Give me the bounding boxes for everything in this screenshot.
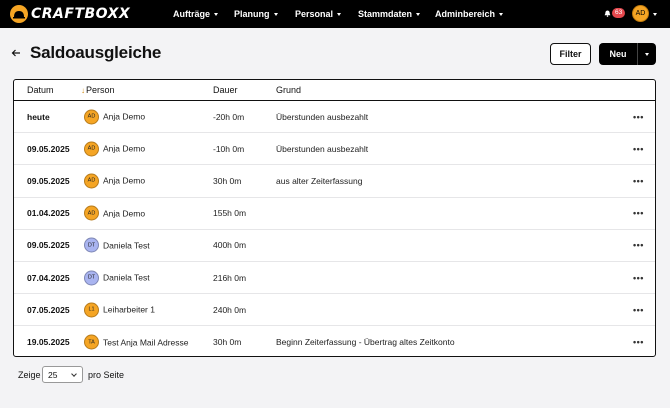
nav-item-2[interactable]: [295, 0, 341, 28]
caret-down-icon: [274, 13, 278, 16]
column-header-reason[interactable]: Grund: [276, 85, 302, 95]
person-avatar: TA: [84, 335, 99, 350]
person-name: Leiharbeiter 1: [103, 304, 155, 315]
cell-date: 09.05.2025: [27, 143, 70, 154]
filter-button[interactable]: Filter: [550, 43, 591, 65]
caret-down-icon: [499, 13, 503, 16]
bell-icon: [604, 10, 611, 17]
user-avatar[interactable]: AD: [632, 5, 649, 22]
caret-down-icon: [214, 13, 218, 16]
top-navbar: [0, 0, 670, 28]
column-header-date[interactable]: Datum: [27, 85, 54, 95]
nav-item-label: Personal: [295, 9, 334, 19]
person-name: Anja Demo: [103, 208, 146, 219]
caret-down-icon: [416, 13, 420, 16]
cell-reason: Überstunden ausbezahlt: [276, 143, 369, 154]
nav-item-label: Adminbereich: [435, 9, 496, 19]
table-row[interactable]: [14, 101, 655, 133]
cell-duration: 155h 0m: [213, 208, 247, 219]
nav-item-3[interactable]: [358, 0, 420, 28]
cell-person: [84, 173, 145, 188]
cell-reason: aus alter Zeiterfassung: [276, 175, 363, 186]
balance-adjustments-table: [13, 79, 656, 357]
cell-date: 07.05.2025: [27, 304, 70, 315]
notification-count-badge: 63: [612, 8, 625, 18]
more-options-icon[interactable]: •••: [633, 337, 644, 348]
cell-duration: 30h 0m: [213, 175, 242, 186]
person-avatar: AD: [84, 173, 99, 188]
person-avatar: AD: [84, 109, 99, 124]
cell-duration: -10h 0m: [213, 143, 245, 154]
per-page-value: 25: [48, 369, 58, 380]
more-options-icon[interactable]: •••: [633, 175, 644, 186]
more-options-icon[interactable]: •••: [633, 111, 644, 122]
per-page-select[interactable]: [42, 366, 83, 383]
column-header-duration[interactable]: Dauer: [213, 85, 238, 95]
cell-reason: Überstunden ausbezahlt: [276, 111, 369, 122]
person-name: Daniela Test: [103, 272, 150, 283]
new-button-group: [599, 43, 656, 65]
chevron-down-icon: [645, 53, 649, 56]
sort-arrow-down-icon: ↓: [81, 86, 85, 95]
table-row[interactable]: [14, 165, 655, 197]
cell-date: heute: [27, 111, 50, 122]
person-avatar: AD: [84, 206, 99, 221]
cell-person: [84, 335, 189, 350]
back-arrow-icon[interactable]: [10, 46, 22, 60]
nav-item-1[interactable]: [234, 0, 278, 28]
person-name: Daniela Test: [103, 240, 150, 251]
more-options-icon[interactable]: •••: [633, 304, 644, 315]
cell-duration: 30h 0m: [213, 337, 242, 348]
person-name: Anja Demo: [103, 143, 146, 154]
column-header-person-label: Person: [86, 85, 115, 95]
chevron-down-icon[interactable]: [653, 13, 657, 16]
cell-duration: 400h 0m: [213, 240, 247, 251]
notifications-button[interactable]: [604, 6, 625, 20]
person-avatar: DT: [84, 238, 99, 253]
person-avatar: DT: [84, 270, 99, 285]
chevron-down-icon: [71, 371, 77, 377]
nav-item-label: Aufträge: [173, 9, 211, 19]
cell-date: 19.05.2025: [27, 337, 70, 348]
page-title: Saldoausgleiche: [30, 43, 162, 62]
table-row[interactable]: [14, 326, 655, 357]
cell-reason: Beginn Zeiterfassung - Übertrag altes Zeitkonto: [276, 337, 455, 348]
column-header-person[interactable]: [81, 85, 115, 95]
cell-date: 07.04.2025: [27, 272, 70, 283]
cell-person: [84, 141, 145, 156]
person-avatar: AD: [84, 141, 99, 156]
person-avatar: L1: [84, 302, 99, 317]
more-options-icon[interactable]: •••: [633, 272, 644, 283]
table-body: [14, 101, 655, 357]
cell-duration: 240h 0m: [213, 304, 247, 315]
nav-item-label: Stammdaten: [358, 9, 413, 19]
table-row[interactable]: [14, 133, 655, 165]
more-options-icon[interactable]: •••: [633, 240, 644, 251]
new-dropdown-toggle[interactable]: [638, 53, 656, 56]
nav-item-0[interactable]: [173, 0, 218, 28]
hardhat-icon: [10, 5, 28, 23]
cell-duration: -20h 0m: [213, 111, 245, 122]
new-button[interactable]: Neu: [609, 49, 627, 59]
person-name: Anja Demo: [103, 111, 146, 122]
brand-name: CRAFTBOXX: [31, 6, 131, 22]
cell-person: [84, 109, 145, 124]
cell-person: [84, 270, 150, 285]
cell-person: [84, 206, 145, 221]
table-row[interactable]: [14, 294, 655, 326]
nav-item-4[interactable]: [435, 0, 503, 28]
per-page-label: pro Seite: [88, 370, 125, 380]
table-row[interactable]: [14, 230, 655, 262]
cell-date: 01.04.2025: [27, 208, 70, 219]
cell-person: [84, 302, 155, 317]
table-header: [14, 80, 655, 101]
person-name: Test Anja Mail Adresse: [103, 337, 189, 348]
brand-logo[interactable]: [10, 0, 130, 28]
more-options-icon[interactable]: •••: [633, 208, 644, 219]
more-options-icon[interactable]: •••: [633, 143, 644, 154]
cell-duration: 216h 0m: [213, 272, 247, 283]
nav-item-label: Planung: [234, 9, 270, 19]
cell-date: 09.05.2025: [27, 175, 70, 186]
cell-person: [84, 238, 150, 253]
cell-date: 09.05.2025: [27, 240, 70, 251]
table-row[interactable]: [14, 198, 655, 230]
show-label: Zeige: [18, 370, 41, 380]
person-name: Anja Demo: [103, 175, 146, 186]
table-row[interactable]: [14, 262, 655, 294]
caret-down-icon: [337, 13, 341, 16]
